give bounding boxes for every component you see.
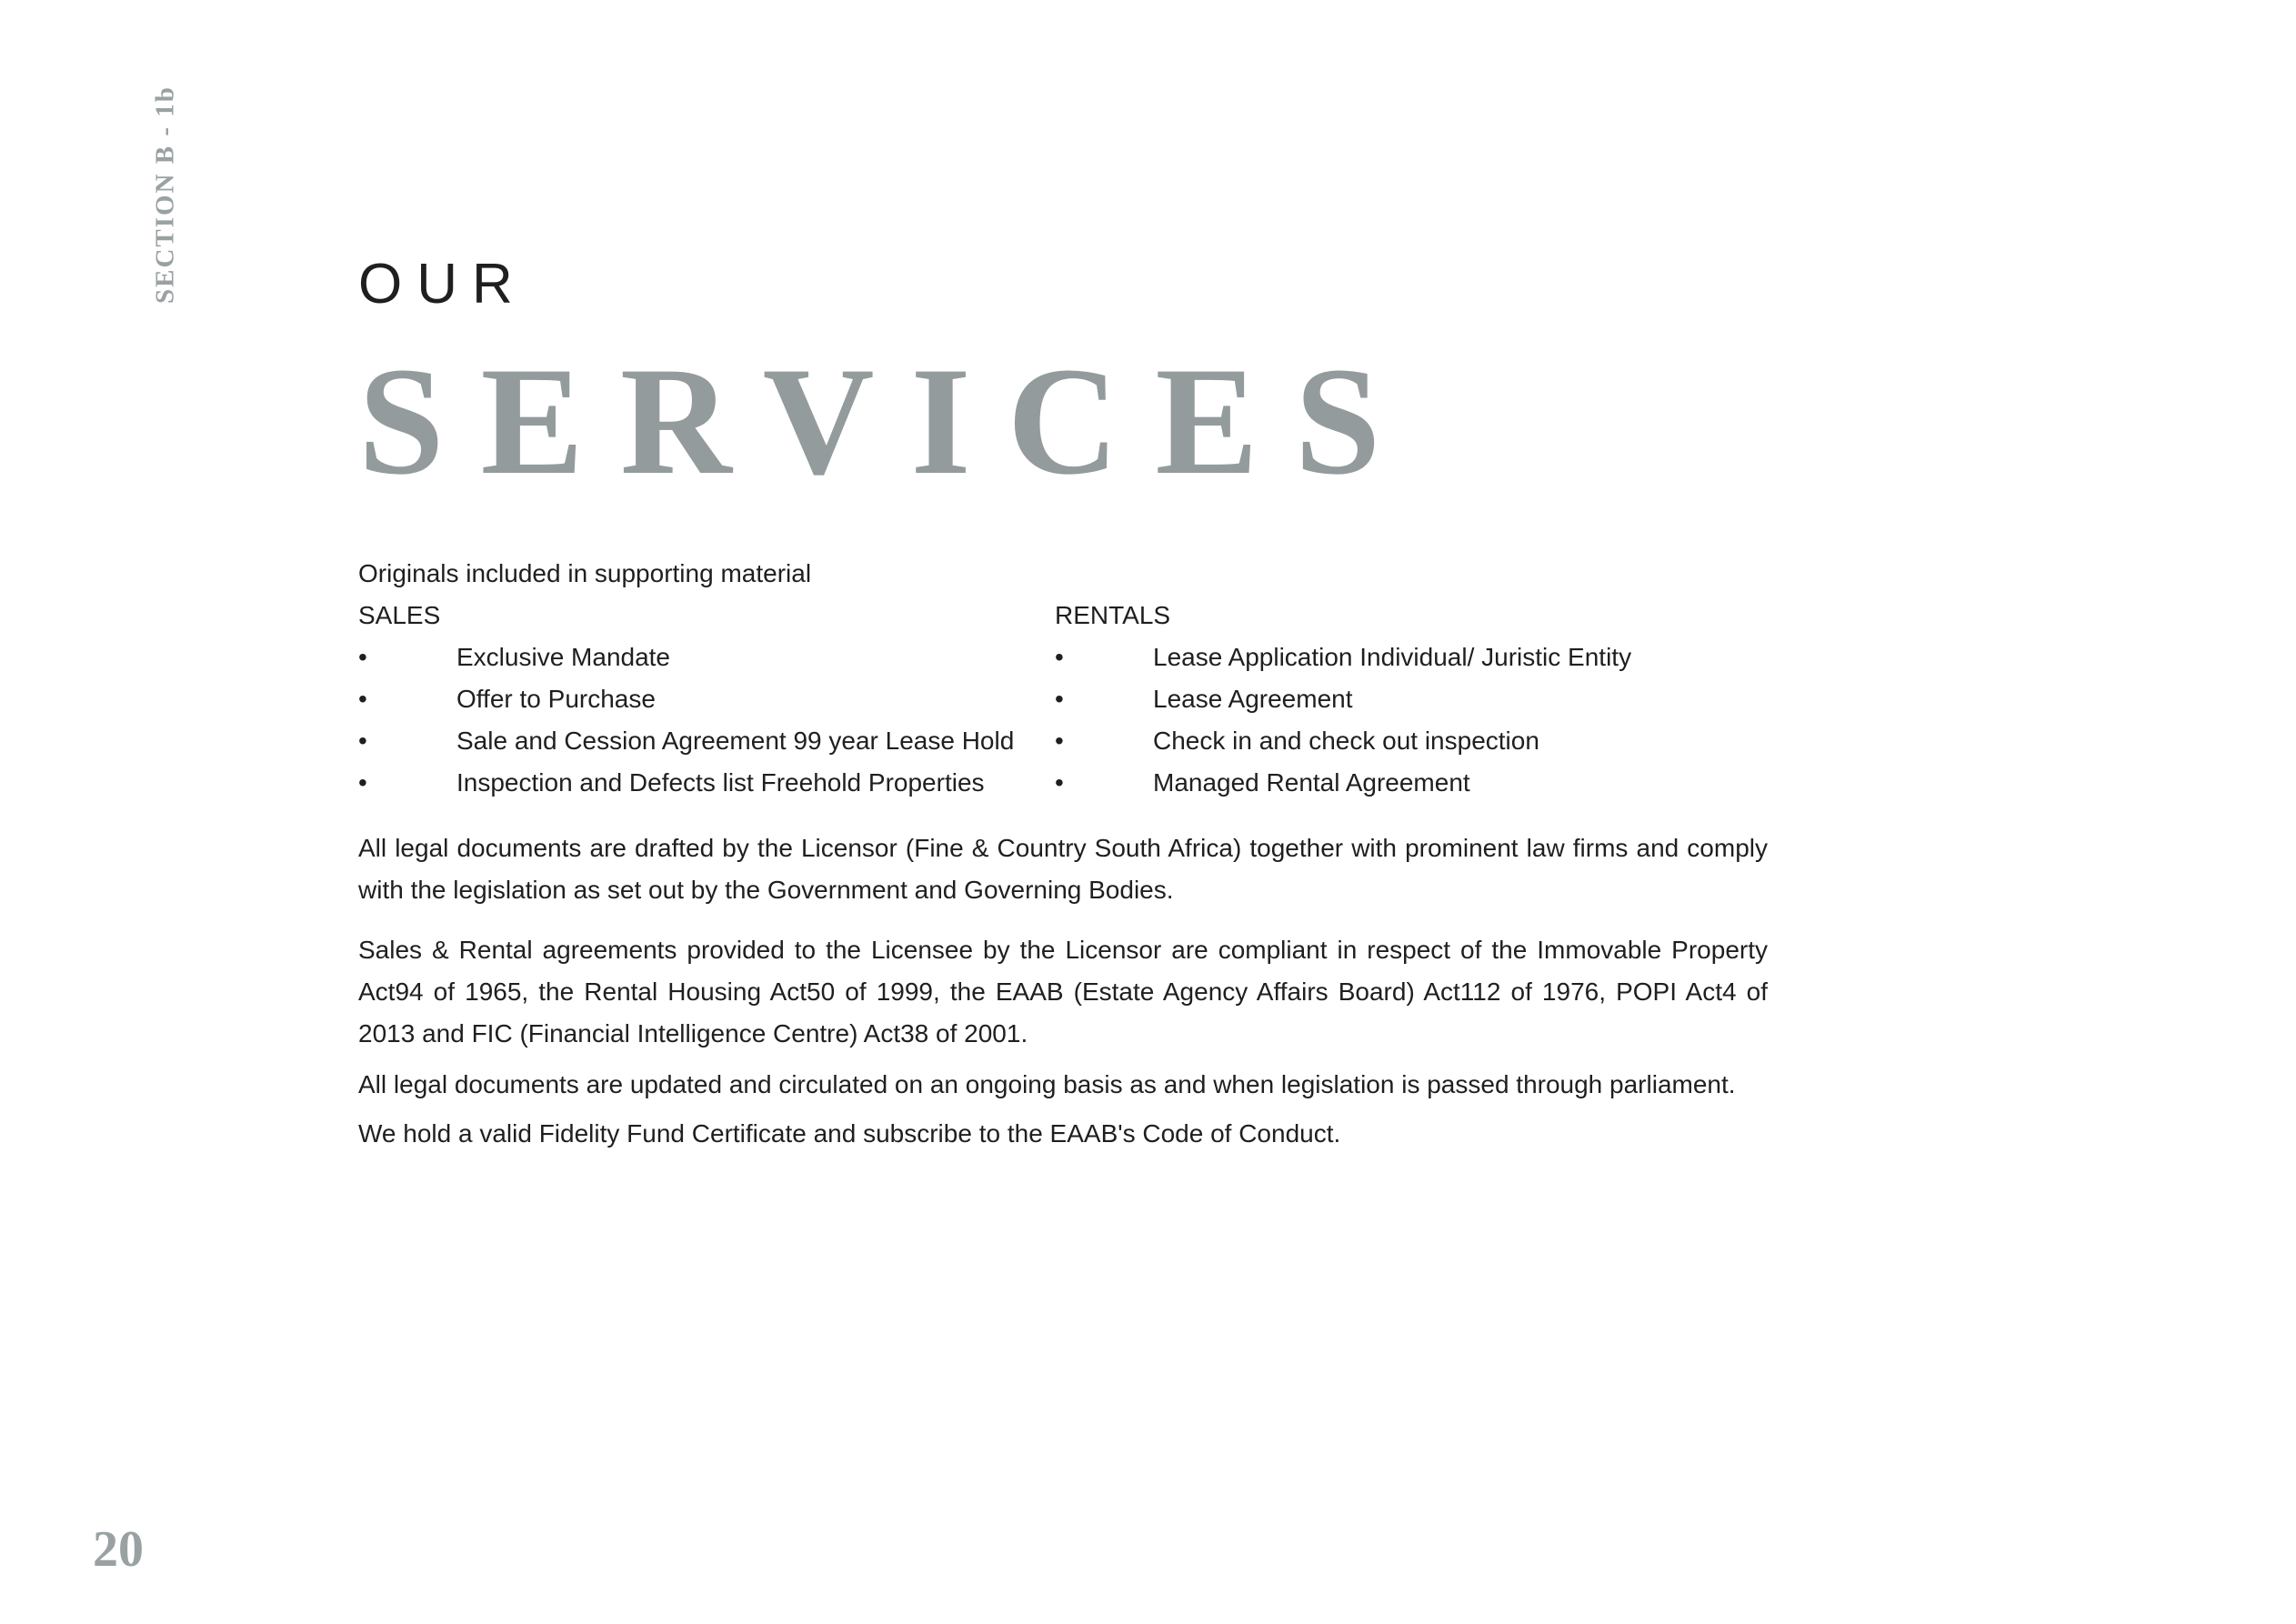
list-item xyxy=(358,720,1055,762)
bullet-icon: • xyxy=(358,685,367,713)
sales-heading: SALES xyxy=(358,601,441,629)
compliance-paragraph: Sales & Rental agreements provided to the Licensee by the Licensor are compliant in respect of the Immovable Property Act94 of 1965, the Rental Housing Act50 of 1999, the EAAB (Estate Agency Affairs Board) Act112 of 1976, POPI Act4 of 2013 and FIC (Financial Intelligence Centre) Act38 of 2001. xyxy=(358,936,1768,1048)
services-content xyxy=(358,553,1768,1155)
sales-item-label: Sale and Cession Agreement 99 year Lease Hold xyxy=(456,727,1015,755)
service-columns xyxy=(358,595,1768,804)
sales-column xyxy=(358,595,1055,804)
rentals-item-label: Lease Agreement xyxy=(1153,685,1353,713)
sales-item-label: Offer to Purchase xyxy=(456,685,656,713)
list-item xyxy=(1055,678,1768,720)
bullet-icon: • xyxy=(358,768,367,797)
sales-item-label: Inspection and Defects list Freehold Properties xyxy=(456,768,985,797)
section-tag: SECTION B - 1b xyxy=(150,85,180,304)
list-item xyxy=(358,678,1055,720)
rentals-item-label: Lease Application Individual/ Juristic Entity xyxy=(1153,643,1632,671)
sales-list xyxy=(358,637,1055,804)
rentals-column xyxy=(1055,595,1768,804)
rentals-list xyxy=(1055,637,1768,804)
bullet-icon: • xyxy=(1055,727,1064,755)
bullet-icon: • xyxy=(358,727,367,755)
bullet-icon: • xyxy=(358,643,367,671)
list-item xyxy=(358,762,1055,804)
list-item xyxy=(1055,637,1768,678)
rentals-item-label: Managed Rental Agreement xyxy=(1153,768,1470,797)
title-services: SERVICES xyxy=(358,336,1418,506)
list-item xyxy=(1055,762,1768,804)
list-item xyxy=(1055,720,1768,762)
rentals-item-label: Check in and check out inspection xyxy=(1153,727,1539,755)
page-number: 20 xyxy=(93,1521,144,1578)
updates-paragraph: All legal documents are updated and circulated on an ongoing basis as and when legislation is passed through parliament. xyxy=(358,1070,1736,1098)
bullet-icon: • xyxy=(1055,768,1064,797)
legal-drafting-paragraph: All legal documents are drafted by the Licensor (Fine & Country South Africa) together with prominent law firms and comply with the legislation as set out by the Government and Governing Bodies. xyxy=(358,834,1768,904)
bullet-icon: • xyxy=(1055,643,1064,671)
bullet-icon: • xyxy=(1055,685,1064,713)
sales-item-label: Exclusive Mandate xyxy=(456,643,671,671)
intro-text: Originals included in supporting material xyxy=(358,559,812,587)
title-our: OUR xyxy=(358,253,527,316)
fidelity-paragraph: We hold a valid Fidelity Fund Certificate and subscribe to the EAAB's Code of Conduct. xyxy=(358,1119,1341,1148)
rentals-heading: RENTALS xyxy=(1055,601,1171,629)
list-item xyxy=(358,637,1055,678)
